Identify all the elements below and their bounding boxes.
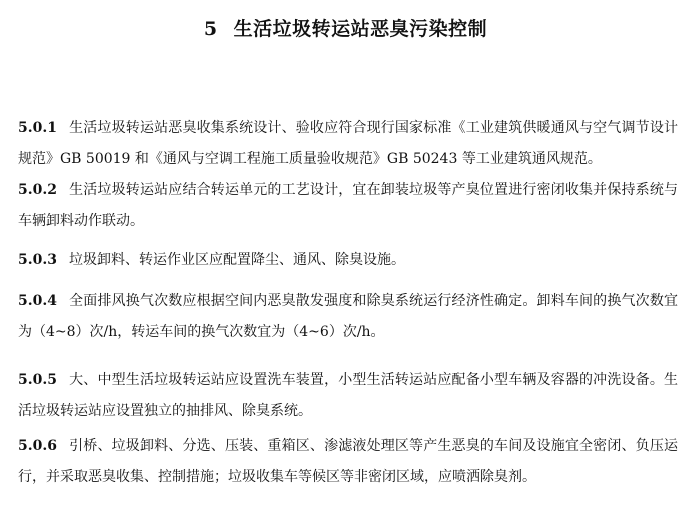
clause-5-0-4 bbox=[18, 286, 678, 348]
clause-5-0-6 bbox=[18, 431, 678, 493]
clause-number: 5.0.4 bbox=[18, 293, 57, 309]
clause-text: 生活垃圾转运站应结合转运单元的工艺设计，宜在卸装垃圾等产臭位置进行密闭收集并保持系统与车辆卸料动作联动。 bbox=[18, 182, 678, 229]
clause-number: 5.0.5 bbox=[18, 372, 57, 388]
clause-5-0-2 bbox=[18, 175, 678, 237]
clause-number: 5.0.3 bbox=[18, 252, 57, 268]
chapter-number: 5 bbox=[203, 18, 218, 40]
clause-number: 5.0.1 bbox=[18, 120, 57, 136]
clause-text: 引桥、垃圾卸料、分选、压装、重箱区、渗滤液处理区等产生恶臭的车间及设施宜全密闭、负压运行，并采取恶臭收集、控制措施；垃圾收集车等候区等非密闭区域，应喷洒除臭剂。 bbox=[18, 438, 678, 485]
clause-5-0-3 bbox=[18, 245, 678, 276]
clause-5-0-5 bbox=[18, 365, 678, 427]
chapter-title: 生活垃圾转运站恶臭污染控制 bbox=[233, 18, 488, 40]
clause-5-0-1 bbox=[18, 113, 678, 175]
clause-text: 生活垃圾转运站恶臭收集系统设计、验收应符合现行国家标准《工业建筑供暖通风与空气调节设计规范》GB 50019 和《通风与空调工程施工质量验收规范》GB 50243 等工业建筑通风规范。 bbox=[18, 120, 678, 167]
clause-text: 全面排风换气次数应根据空间内恶臭散发强度和除臭系统运行经济性确定。卸料车间的换气次数宜为（4~8）次/h，转运车间的换气次数宜为（4~6）次/h。 bbox=[18, 293, 678, 340]
clause-text: 大、中型生活垃圾转运站应设置洗车装置，小型生活转运站应配备小型车辆及容器的冲洗设备。生活垃圾转运站应设置独立的抽排风、除臭系统。 bbox=[18, 372, 678, 419]
clause-number: 5.0.6 bbox=[18, 438, 57, 454]
clause-text: 垃圾卸料、转运作业区应配置降尘、通风、除臭设施。 bbox=[68, 252, 405, 268]
clause-number: 5.0.2 bbox=[18, 182, 57, 198]
chapter-heading bbox=[0, 14, 691, 41]
